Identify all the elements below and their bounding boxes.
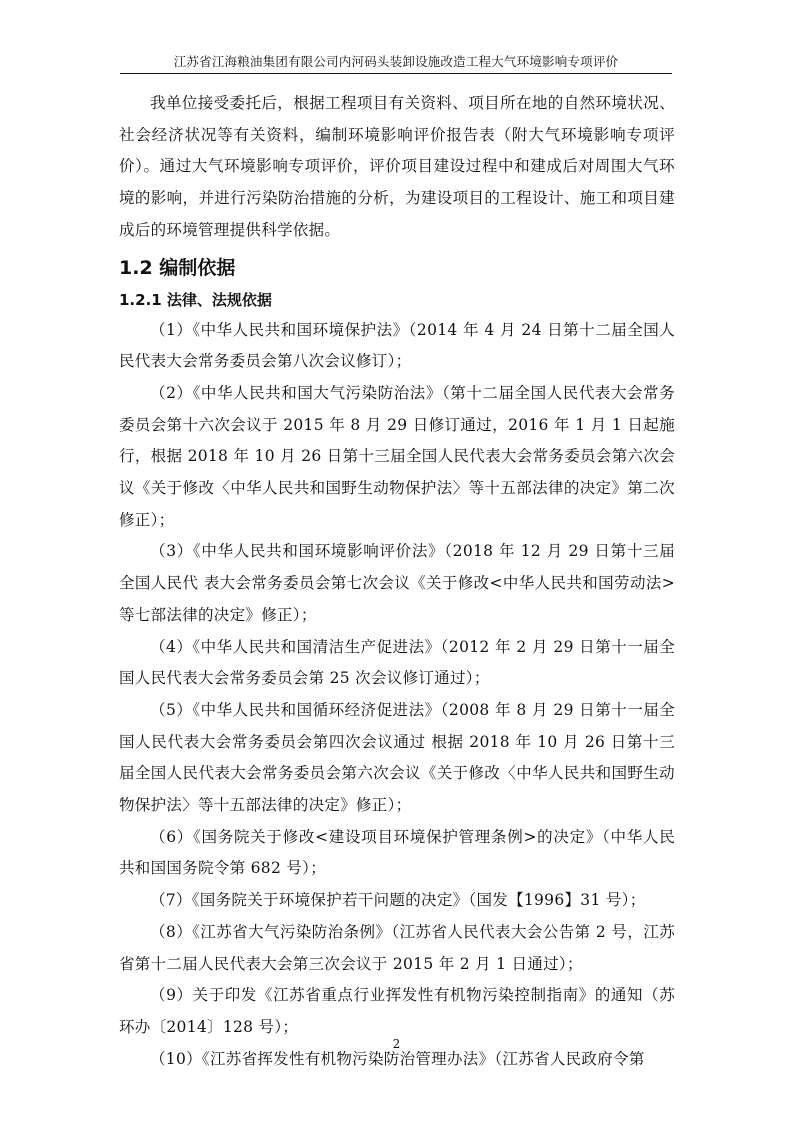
law-item-9: （9）关于印发《江苏省重点行业挥发性有机物污染控制指南》的通知（苏环办〔2014〕128 号）； bbox=[119, 986, 675, 1036]
law-item-7: （7）《国务院关于环境保护若干问题的决定》（国发【1996】31 号）； bbox=[150, 891, 646, 910]
intro-paragraph: 我单位接受委托后，根据工程项目有关资料、项目所在地的自然环境状况、社会经济状况等有关资料，编制环境影响评价报告表（附大气环境影响专项评价）。通过大气环境影响专项评价，评价项目建设过程中和建成后对周围大气环境的影响，并进行污染防治措施的分析，为建设项目的工程设计、施工和项目建成后的环境管理提供科学依据。 bbox=[119, 94, 675, 239]
page-header: 江苏省江海粮油集团有限公司内河码头装卸设施改造工程大气环境影响专项评价 bbox=[173, 54, 619, 69]
law-item-10: （10）《江苏省挥发性有机物污染防治管理办法》（江苏省人民政府令第 bbox=[150, 1049, 645, 1068]
subsection-heading: 1.2.1 法律、法规依据 bbox=[119, 290, 272, 309]
law-item-1: （1）《中华人民共和国环境保护法》（2014 年 4 月 24 日第十二届全国人民代表大会常务委员会第八次会议修订）； bbox=[119, 320, 675, 371]
section-heading: 1.2 编制依据 bbox=[119, 256, 236, 279]
law-item-6: （6）《国务院关于修改<建设项目环境保护管理条例>的决定》（中华人民共和国国务院令第 682 号）； bbox=[119, 827, 675, 878]
law-item-5: （5）《中华人民共和国循环经济促进法》（2008 年 8 月 29 日第十一届全国人民代表大会常务委员会第四次会议通过 根据 2018 年 10 月 26 日第十三届全国人民代表大会常务委员会第六次会议《关于修改〈中华人民共和国野生动物保护法〉等十五部法律的决定》修正）； bbox=[119, 700, 675, 815]
law-item-2: （2）《中华人民共和国大气污染防治法》（第十二届全国人民代表大会常务委员会第十六次会议于 2015 年 8 月 29 日修订通过，2016 年 1 月 1 日起施行，根据 2018 年 10 月 26 日第十三届全国人民代表大会常务委员会第六次会议《关于修改〈中华人民共和国野生动物保护法〉等十五部法律的决定》第二次修正）； bbox=[119, 383, 675, 529]
header-rule bbox=[120, 73, 672, 74]
law-item-3: （3）《中华人民共和国环境影响评价法》（2018 年 12 月 29 日第十三届全国人民代 表大会常务委员会第七次会议《关于修改<中华人民共和国劳动法>等七部法律的决定》修正）； bbox=[119, 542, 675, 624]
law-item-8: （8）《江苏省大气污染防治条例》（江苏省人民代表大会公告第 2 号，江苏省第十二届人民代表大会第三次会议于 2015 年 2 月 1 日通过）； bbox=[119, 922, 675, 973]
law-item-4: （4）《中华人民共和国清洁生产促进法》（2012 年 2 月 29 日第十一届全国人民代表大会常务委员会第 25 次会议修订通过）； bbox=[119, 637, 675, 688]
page-number: 2 bbox=[392, 1037, 401, 1051]
page-body bbox=[119, 88, 675, 1075]
